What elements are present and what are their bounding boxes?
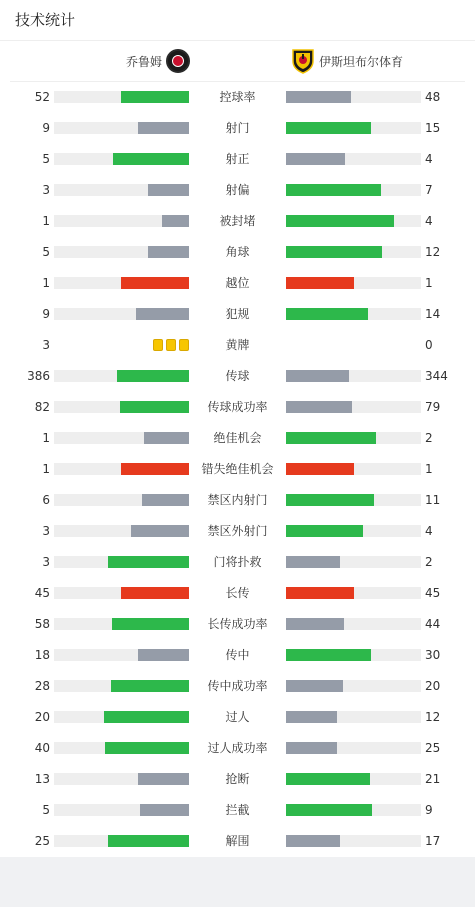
home-stat-value: 3 xyxy=(42,524,50,538)
away-stat-bar-fill xyxy=(286,711,337,723)
home-stat-value: 386 xyxy=(27,369,50,383)
home-stat-bar-fill xyxy=(104,711,189,723)
away-stat-bar-fill xyxy=(286,587,354,599)
home-stat-bar xyxy=(54,184,189,196)
home-stat-value: 1 xyxy=(42,276,50,290)
home-stat-bar-fill xyxy=(138,773,189,785)
home-stat-bar-fill xyxy=(144,432,189,444)
home-team-name: 乔鲁姆 xyxy=(125,54,162,69)
stat-label: 错失绝佳机会 xyxy=(201,462,274,476)
home-stat-bar xyxy=(54,153,189,165)
stat-row xyxy=(0,547,475,578)
stat-label: 越位 xyxy=(225,276,250,290)
stat-row xyxy=(0,423,475,454)
stat-row xyxy=(0,82,475,113)
home-stat-bar xyxy=(54,587,189,599)
home-stat-value: 40 xyxy=(34,741,50,755)
away-stat-bar xyxy=(286,215,421,227)
home-stat-bar-fill xyxy=(138,122,189,134)
stat-row xyxy=(0,795,475,826)
away-stat-value: 4 xyxy=(425,524,433,538)
away-stat-bar xyxy=(286,153,421,165)
home-stat-bar xyxy=(54,246,189,258)
away-stat-bar-fill xyxy=(286,556,340,568)
home-stat-bar xyxy=(54,525,189,537)
away-stat-bar xyxy=(286,742,421,754)
home-stat-bar-fill xyxy=(131,525,189,537)
away-stat-value: 1 xyxy=(425,462,433,476)
away-stat-bar xyxy=(286,804,421,816)
home-stat-value: 20 xyxy=(34,710,50,724)
stat-row xyxy=(0,454,475,485)
stat-label: 被封堵 xyxy=(219,214,256,228)
away-stat-bar xyxy=(286,463,421,475)
stat-label: 传中成功率 xyxy=(207,679,268,693)
away-stat-value: 48 xyxy=(425,90,441,104)
home-stat-value: 45 xyxy=(34,586,50,600)
home-stat-value: 25 xyxy=(34,834,50,848)
stat-row xyxy=(0,268,475,299)
home-stat-bar xyxy=(54,773,189,785)
home-stat-bar-fill xyxy=(108,556,189,568)
away-stat-value: 4 xyxy=(425,214,433,228)
away-stat-bar-fill xyxy=(286,122,371,134)
away-stat-bar-fill xyxy=(286,525,363,537)
page-title: 技术统计 xyxy=(15,11,76,29)
home-stat-value: 5 xyxy=(42,152,50,166)
away-stat-bar-fill xyxy=(286,246,382,258)
home-team[interactable] xyxy=(126,48,190,74)
home-stat-value: 1 xyxy=(42,214,50,228)
away-stat-bar xyxy=(286,711,421,723)
home-stat-bar xyxy=(54,370,189,382)
stat-row xyxy=(0,516,475,547)
home-yellow-cards xyxy=(54,339,189,352)
home-stat-value: 5 xyxy=(42,803,50,817)
home-stat-bar xyxy=(54,556,189,568)
home-stat-bar xyxy=(54,494,189,506)
home-stat-bar xyxy=(54,463,189,475)
away-stat-value: 45 xyxy=(425,586,441,600)
away-stat-value: 79 xyxy=(425,400,441,414)
home-stat-bar-fill xyxy=(148,184,189,196)
home-stat-value: 52 xyxy=(34,90,50,104)
stat-label: 射正 xyxy=(225,152,250,166)
stat-row xyxy=(0,299,475,330)
istanbulspor-logo-icon xyxy=(291,48,315,74)
away-stat-value: 30 xyxy=(425,648,441,662)
home-stat-bar xyxy=(54,618,189,630)
home-stat-bar xyxy=(54,649,189,661)
away-stat-bar xyxy=(286,308,421,320)
stat-row xyxy=(0,640,475,671)
home-stat-value: 3 xyxy=(42,183,50,197)
away-stat-bar xyxy=(286,432,421,444)
stat-row xyxy=(0,826,475,857)
home-stat-bar xyxy=(54,122,189,134)
home-stat-bar-fill xyxy=(121,463,189,475)
home-stat-bar-fill xyxy=(140,804,189,816)
stat-row xyxy=(0,671,475,702)
away-stat-bar xyxy=(286,494,421,506)
away-stat-value: 2 xyxy=(425,555,433,569)
away-stat-bar-fill xyxy=(286,742,337,754)
stat-label: 长传 xyxy=(225,586,250,600)
away-stat-bar-fill xyxy=(286,370,349,382)
home-stat-bar xyxy=(54,215,189,227)
home-stat-bar-fill xyxy=(121,587,189,599)
away-stat-value: 20 xyxy=(425,679,441,693)
away-stat-bar-fill xyxy=(286,308,368,320)
home-stat-bar-fill xyxy=(105,742,189,754)
home-stat-value: 6 xyxy=(42,493,50,507)
home-stat-bar-fill xyxy=(111,680,189,692)
home-stat-bar xyxy=(54,711,189,723)
stat-row xyxy=(0,361,475,392)
stat-label: 过人成功率 xyxy=(207,741,268,755)
away-stat-bar-fill xyxy=(286,184,381,196)
away-stat-bar-fill xyxy=(286,463,354,475)
stat-row xyxy=(0,206,475,237)
stat-label: 长传成功率 xyxy=(207,617,268,631)
away-stat-value: 1 xyxy=(425,276,433,290)
away-stat-value: 21 xyxy=(425,772,441,786)
stat-row xyxy=(0,144,475,175)
away-stat-value: 9 xyxy=(425,803,433,817)
away-stat-bar xyxy=(286,525,421,537)
teams-header xyxy=(0,41,475,81)
away-stat-bar-fill xyxy=(286,773,370,785)
stat-row xyxy=(0,609,475,640)
away-stat-bar xyxy=(286,370,421,382)
away-stat-bar-fill xyxy=(286,277,354,289)
stat-label: 控球率 xyxy=(219,90,256,104)
corum-fk-logo-icon xyxy=(166,49,190,73)
home-stat-bar xyxy=(54,432,189,444)
home-stat-bar-fill xyxy=(162,215,189,227)
home-stat-value: 82 xyxy=(34,400,50,414)
away-stat-bar xyxy=(286,401,421,413)
away-stat-value: 2 xyxy=(425,431,433,445)
home-stat-value: 9 xyxy=(42,307,50,321)
away-stat-bar xyxy=(286,649,421,661)
stat-label: 射门 xyxy=(225,121,250,135)
stat-label: 抢断 xyxy=(225,772,250,786)
yellow-card-icon xyxy=(153,339,163,351)
yellow-card-icon xyxy=(166,339,176,351)
stat-label: 黄牌 xyxy=(225,338,250,352)
away-stat-value: 7 xyxy=(425,183,433,197)
home-stat-bar xyxy=(54,680,189,692)
away-team-name: 伊斯坦布尔体育 xyxy=(319,54,404,69)
home-stat-bar-fill xyxy=(121,91,189,103)
home-stat-value: 13 xyxy=(34,772,50,786)
stat-row xyxy=(0,733,475,764)
home-stat-value: 28 xyxy=(34,679,50,693)
stat-row xyxy=(0,175,475,206)
home-stat-value: 1 xyxy=(42,462,50,476)
away-stat-value: 17 xyxy=(425,834,441,848)
stat-row xyxy=(0,764,475,795)
stat-label: 角球 xyxy=(225,245,250,259)
away-stat-value: 14 xyxy=(425,307,441,321)
stat-label: 解围 xyxy=(225,834,250,848)
stat-row xyxy=(0,702,475,733)
away-stat-value: 12 xyxy=(425,710,441,724)
away-stat-bar-fill xyxy=(286,835,340,847)
stat-label: 传球 xyxy=(225,369,250,383)
stat-label: 犯规 xyxy=(225,307,250,321)
away-stat-bar xyxy=(286,773,421,785)
away-stat-bar xyxy=(286,680,421,692)
home-stat-bar-fill xyxy=(120,401,189,413)
home-stat-bar xyxy=(54,742,189,754)
away-stat-bar-fill xyxy=(286,432,376,444)
stat-row xyxy=(0,485,475,516)
away-stat-bar-fill xyxy=(286,618,344,630)
stat-row xyxy=(0,330,475,361)
home-stat-bar-fill xyxy=(117,370,189,382)
away-stat-bar-fill xyxy=(286,153,345,165)
stat-row xyxy=(0,237,475,268)
stat-label: 射偏 xyxy=(225,183,250,197)
away-stat-value: 4 xyxy=(425,152,433,166)
yellow-card-icon xyxy=(179,339,189,351)
home-stat-value: 3 xyxy=(42,338,50,352)
home-stat-value: 5 xyxy=(42,245,50,259)
away-stat-bar xyxy=(286,91,421,103)
home-stat-bar xyxy=(54,308,189,320)
home-stat-bar-fill xyxy=(138,649,189,661)
away-stat-bar xyxy=(286,277,421,289)
home-stat-bar-fill xyxy=(136,308,189,320)
away-stat-bar xyxy=(286,246,421,258)
stat-row xyxy=(0,392,475,423)
home-stat-value: 3 xyxy=(42,555,50,569)
away-stat-bar xyxy=(286,122,421,134)
stat-label: 门将扑救 xyxy=(213,555,262,569)
home-stat-bar-fill xyxy=(112,618,189,630)
home-stat-value: 18 xyxy=(34,648,50,662)
home-stat-bar xyxy=(54,91,189,103)
stat-label: 拦截 xyxy=(225,803,250,817)
home-stat-bar xyxy=(54,277,189,289)
home-stat-bar-fill xyxy=(113,153,189,165)
stat-row xyxy=(0,578,475,609)
home-stat-bar-fill xyxy=(148,246,189,258)
home-stat-value: 58 xyxy=(34,617,50,631)
stat-label: 禁区内射门 xyxy=(207,493,268,507)
away-team[interactable] xyxy=(291,48,403,74)
away-stat-bar-fill xyxy=(286,494,374,506)
away-stat-bar xyxy=(286,835,421,847)
away-stat-value: 0 xyxy=(425,338,433,352)
away-stat-value: 15 xyxy=(425,121,441,135)
away-stat-bar-fill xyxy=(286,804,372,816)
stat-label: 传球成功率 xyxy=(207,400,268,414)
home-stat-value: 1 xyxy=(42,431,50,445)
away-stat-bar-fill xyxy=(286,401,352,413)
stat-label: 过人 xyxy=(225,710,250,724)
away-stat-bar xyxy=(286,556,421,568)
home-stat-bar xyxy=(54,835,189,847)
away-stat-value: 12 xyxy=(425,245,441,259)
stat-label: 传中 xyxy=(225,648,250,662)
away-stat-bar xyxy=(286,587,421,599)
away-stat-bar-fill xyxy=(286,649,371,661)
away-stat-bar-fill xyxy=(286,215,394,227)
away-stat-bar-fill xyxy=(286,91,351,103)
away-stat-bar-fill xyxy=(286,680,343,692)
away-stat-value: 344 xyxy=(425,369,448,383)
home-stat-bar-fill xyxy=(142,494,189,506)
away-stat-bar xyxy=(286,618,421,630)
stat-row xyxy=(0,113,475,144)
away-stat-value: 44 xyxy=(425,617,441,631)
home-stat-bar xyxy=(54,804,189,816)
home-stat-bar xyxy=(54,401,189,413)
stat-label: 禁区外射门 xyxy=(207,524,268,538)
away-stat-value: 11 xyxy=(425,493,441,507)
home-stat-bar-fill xyxy=(108,835,189,847)
away-stat-bar xyxy=(286,184,421,196)
home-stat-value: 9 xyxy=(42,121,50,135)
stat-label: 绝佳机会 xyxy=(213,431,262,445)
away-stat-value: 25 xyxy=(425,741,441,755)
home-stat-bar-fill xyxy=(121,277,189,289)
